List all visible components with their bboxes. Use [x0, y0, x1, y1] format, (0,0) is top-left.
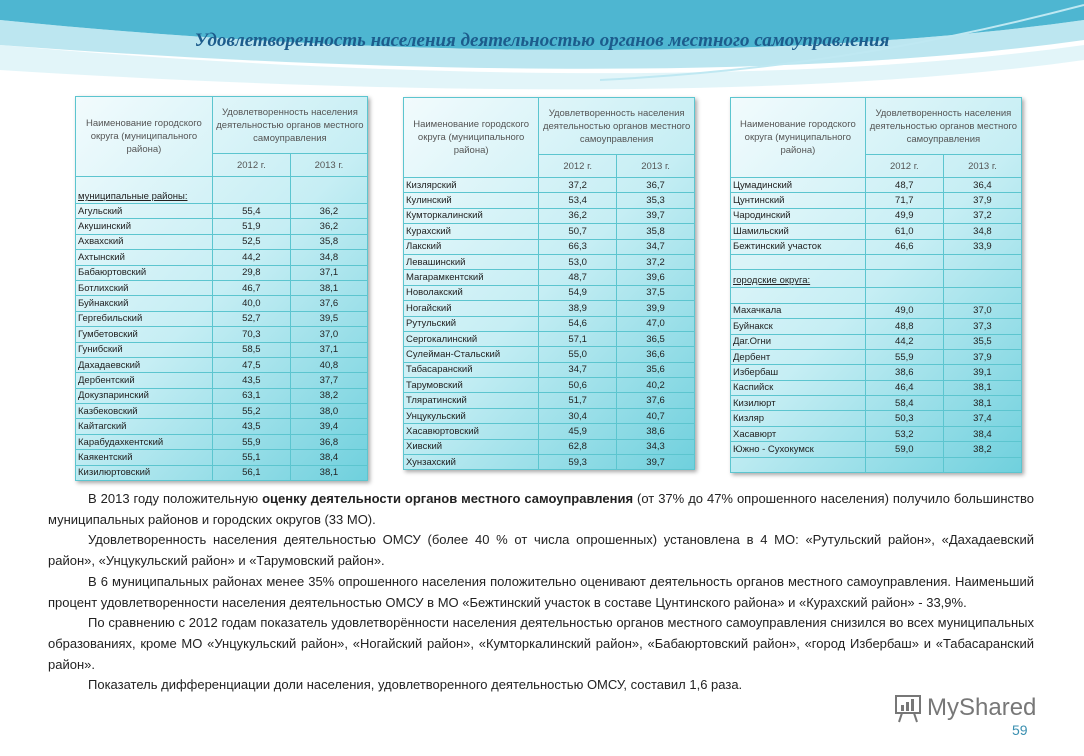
row-label: Избербаш	[731, 365, 866, 380]
table-row	[731, 319, 1022, 334]
value-2012: 43,5	[212, 373, 290, 388]
value-2012: 44,2	[865, 334, 943, 349]
table-row	[731, 270, 1022, 288]
value-2013: 37,5	[617, 285, 695, 300]
presentation-board-icon	[893, 693, 923, 723]
table-row	[76, 204, 368, 219]
value-2012: 63,1	[212, 388, 290, 403]
p1-start: В 2013 году положительную	[88, 491, 263, 506]
table-row	[731, 396, 1022, 411]
value-2012: 51,9	[212, 219, 290, 234]
row-label: Карабудахкентский	[76, 434, 213, 449]
value-2013: 38,1	[290, 280, 367, 295]
table-row	[404, 378, 695, 393]
value-2012: 52,7	[212, 311, 290, 326]
table-row	[731, 411, 1022, 426]
table-row	[731, 193, 1022, 208]
value-2013: 39,1	[943, 365, 1021, 380]
value-2013	[943, 288, 1021, 303]
watermark-text: MyShared	[927, 694, 1037, 721]
table-row	[404, 301, 695, 316]
header-2013: 2013 г.	[290, 154, 367, 177]
table-row	[404, 408, 695, 423]
value-2013: 37,7	[290, 373, 367, 388]
value-2013: 33,9	[943, 239, 1021, 254]
row-label: Хунзахский	[404, 455, 539, 470]
value-2012: 55,9	[865, 349, 943, 364]
value-2013: 38,2	[943, 442, 1021, 457]
value-2012: 30,4	[539, 408, 617, 423]
table-row	[76, 450, 368, 465]
paragraph-4: По сравнению с 2012 годам показатель удовлетворённости населения деятельностью органов местного самоуправления снизился во всех муниципальных образованиях, кроме МО «Унцукульский район», «Ногайский район», «Кумторкалинский район», «Бабаюртовский район», «город Избербаш» и «Табасаранский район».	[48, 615, 1034, 672]
value-2013: 36,4	[943, 178, 1021, 193]
value-2012: 55,2	[212, 404, 290, 419]
row-label: Хивский	[404, 439, 539, 454]
value-2013: 47,0	[617, 316, 695, 331]
value-2013: 36,2	[290, 204, 367, 219]
table-row	[731, 303, 1022, 318]
value-2013	[943, 270, 1021, 288]
value-2013: 35,8	[617, 224, 695, 239]
paragraph-3: В 6 муниципальных районах менее 35% опрошенного населения положительно оценивают деятельность органов местного самоуправления. Наименьший процент удовлетворенности населения деятельностью ОМСУ в МО «Бежтинский участок в составе Цунтинского района» и «Курахский район» - 33,9%.	[48, 573, 1034, 610]
table-row	[404, 393, 695, 408]
header-2012: 2012 г.	[539, 155, 617, 178]
table-row	[731, 178, 1022, 193]
value-2012: 51,7	[539, 393, 617, 408]
value-2012	[865, 288, 943, 303]
value-2013: 38,4	[290, 450, 367, 465]
value-2012: 52,5	[212, 234, 290, 249]
row-label: Дахадаевский	[76, 357, 213, 372]
table-row	[76, 327, 368, 342]
row-label: Буйнакск	[731, 319, 866, 334]
row-label: Гергебильский	[76, 311, 213, 326]
table-row	[731, 334, 1022, 349]
value-2013: 36,6	[617, 347, 695, 362]
row-label: Ахтынский	[76, 250, 213, 265]
value-2012: 70,3	[212, 327, 290, 342]
value-2013: 39,6	[617, 270, 695, 285]
table-row	[76, 419, 368, 434]
value-2012	[865, 270, 943, 288]
value-2013: 40,7	[617, 408, 695, 423]
row-label: Кайтагский	[76, 419, 213, 434]
value-2012: 61,0	[865, 224, 943, 239]
table-row	[731, 457, 1022, 472]
row-label: Даг.Огни	[731, 334, 866, 349]
table-row	[731, 365, 1022, 380]
value-2013: 36,2	[290, 219, 367, 234]
value-2013	[943, 457, 1021, 472]
value-2012: 40,0	[212, 296, 290, 311]
header-2012: 2012 г.	[212, 154, 290, 177]
value-2013: 34,8	[290, 250, 367, 265]
table-row	[76, 234, 368, 249]
table-row	[404, 239, 695, 254]
row-label	[731, 457, 866, 472]
row-label: Гумбетовский	[76, 327, 213, 342]
value-2012: 46,7	[212, 280, 290, 295]
value-2012: 37,2	[539, 178, 617, 193]
header-name: Наименование городского округа (муниципального района)	[76, 97, 213, 177]
value-2013: 40,2	[617, 378, 695, 393]
value-2012: 50,7	[539, 224, 617, 239]
row-label: Новолакский	[404, 285, 539, 300]
value-2013: 38,1	[290, 465, 367, 480]
table-row	[731, 254, 1022, 269]
row-label: Цунтинский	[731, 193, 866, 208]
row-label: Буйнакский	[76, 296, 213, 311]
value-2013: 39,4	[290, 419, 367, 434]
table-row	[404, 316, 695, 331]
value-2013: 37,9	[943, 193, 1021, 208]
value-2013: 36,7	[617, 178, 695, 193]
row-label: Левашинский	[404, 254, 539, 269]
row-label: Каспийск	[731, 380, 866, 395]
value-2012: 45,9	[539, 424, 617, 439]
paragraph-1	[48, 489, 1034, 530]
row-label: Магарамкентский	[404, 270, 539, 285]
page-number: 59	[1012, 722, 1028, 738]
row-label: Докузпаринский	[76, 388, 213, 403]
value-2013: 35,8	[290, 234, 367, 249]
table-row	[76, 388, 368, 403]
table-row	[731, 208, 1022, 223]
paragraph-5: Показатель дифференциации доли населения, удовлетворенного деятельностью ОМСУ, составил 1,6 раза.	[88, 677, 743, 693]
table-row	[76, 219, 368, 234]
value-2012: 29,8	[212, 265, 290, 280]
value-2013: 39,9	[617, 301, 695, 316]
table-row	[404, 193, 695, 208]
table-row	[76, 357, 368, 372]
row-label: Унцукульский	[404, 408, 539, 423]
value-2012	[865, 254, 943, 269]
row-label	[731, 254, 866, 269]
value-2013: 34,7	[617, 239, 695, 254]
value-2012: 36,2	[539, 208, 617, 223]
row-label: Кизляр	[731, 411, 866, 426]
section-label: муниципальные районы:	[76, 177, 213, 204]
value-2013: 35,6	[617, 362, 695, 377]
summary-text	[48, 489, 1034, 696]
row-label: Ахвахский	[76, 234, 213, 249]
row-label: Гунибский	[76, 342, 213, 357]
table-row	[404, 362, 695, 377]
value-2013	[943, 254, 1021, 269]
table-row	[404, 254, 695, 269]
table-row	[731, 288, 1022, 303]
satisfaction-table-1	[75, 96, 368, 481]
value-2012: 50,3	[865, 411, 943, 426]
row-label: Агульский	[76, 204, 213, 219]
value-2013: 35,5	[943, 334, 1021, 349]
decorative-swoosh-background	[0, 0, 1084, 110]
value-2013: 38,2	[290, 388, 367, 403]
header-2013: 2013 г.	[617, 155, 695, 178]
value-2012: 44,2	[212, 250, 290, 265]
value-2012	[865, 457, 943, 472]
value-2012: 46,6	[865, 239, 943, 254]
row-label: Кумторкалинский	[404, 208, 539, 223]
value-2013: 39,5	[290, 311, 367, 326]
value-2012: 48,7	[865, 178, 943, 193]
value-2013: 37,9	[943, 349, 1021, 364]
row-label: Ногайский	[404, 301, 539, 316]
table-row	[404, 270, 695, 285]
row-label	[731, 288, 866, 303]
header-satisfaction: Удовлетворенность населения деятельностью органов местного самоуправления	[865, 98, 1021, 155]
value-2012: 57,1	[539, 331, 617, 346]
value-2013: 37,6	[617, 393, 695, 408]
row-label: Бабаюртовский	[76, 265, 213, 280]
table-row	[731, 380, 1022, 395]
value-2013: 37,0	[290, 327, 367, 342]
table-row	[76, 434, 368, 449]
row-label: Курахский	[404, 224, 539, 239]
header-name: Наименование городского округа (муниципального района)	[404, 98, 539, 178]
table-row	[404, 455, 695, 470]
row-label: Махачкала	[731, 303, 866, 318]
value-2013: 35,3	[617, 193, 695, 208]
row-label: Лакский	[404, 239, 539, 254]
satisfaction-table-2	[403, 97, 695, 470]
row-label: Сулейман-Стальский	[404, 347, 539, 362]
value-2013: 39,7	[617, 455, 695, 470]
value-2012: 62,8	[539, 439, 617, 454]
value-2013: 37,4	[943, 411, 1021, 426]
value-2012: 55,9	[212, 434, 290, 449]
value-2012: 58,5	[212, 342, 290, 357]
value-2012: 53,0	[539, 254, 617, 269]
value-2012: 54,9	[539, 285, 617, 300]
value-2012: 46,4	[865, 380, 943, 395]
row-label: Дербентский	[76, 373, 213, 388]
value-2012: 47,5	[212, 357, 290, 372]
value-2012: 38,6	[865, 365, 943, 380]
table-row	[404, 331, 695, 346]
table-row	[404, 178, 695, 193]
value-2013: 34,3	[617, 439, 695, 454]
row-label: Хасавюртовский	[404, 424, 539, 439]
section-label: городские округа:	[731, 270, 866, 288]
table-row	[731, 224, 1022, 239]
table-row	[404, 224, 695, 239]
value-2012: 59,0	[865, 442, 943, 457]
table-row	[731, 349, 1022, 364]
p1-bold: оценку деятельности органов местного самоуправления	[262, 491, 634, 506]
p1-end: (от 37% до 47% опрошенного населения) получило большинство муниципальных районов и городских округов (33 МО).	[48, 491, 1034, 527]
table-row	[76, 404, 368, 419]
value-2012: 48,8	[865, 319, 943, 334]
value-2013: 36,8	[290, 434, 367, 449]
value-2012: 50,6	[539, 378, 617, 393]
value-2013: 34,8	[943, 224, 1021, 239]
value-2013: 40,8	[290, 357, 367, 372]
row-label: Табасаранский	[404, 362, 539, 377]
table-row	[76, 342, 368, 357]
value-2013: 36,5	[617, 331, 695, 346]
value-2012: 48,7	[539, 270, 617, 285]
value-2012: 34,7	[539, 362, 617, 377]
table-row	[404, 285, 695, 300]
value-2012: 55,0	[539, 347, 617, 362]
header-satisfaction: Удовлетворенность населения деятельностью органов местного самоуправления	[539, 98, 695, 155]
value-2013: 37,1	[290, 342, 367, 357]
table-row	[76, 296, 368, 311]
row-label: Бежтинский участок	[731, 239, 866, 254]
value-2012: 54,6	[539, 316, 617, 331]
row-label: Южно - Сухокумск	[731, 442, 866, 457]
table-row	[731, 239, 1022, 254]
value-2013: 38,0	[290, 404, 367, 419]
table-row	[404, 347, 695, 362]
row-label: Сергокалинский	[404, 331, 539, 346]
value-2013: 37,6	[290, 296, 367, 311]
row-label: Тляратинский	[404, 393, 539, 408]
value-2012: 55,4	[212, 204, 290, 219]
value-2013: 39,7	[617, 208, 695, 223]
value-2012: 49,0	[865, 303, 943, 318]
row-label: Шамильский	[731, 224, 866, 239]
value-2012: 71,7	[865, 193, 943, 208]
value-2012: 43,5	[212, 419, 290, 434]
value-2013: 37,1	[290, 265, 367, 280]
paragraph-2: Удовлетворенность населения деятельностью ОМСУ (более 40 % от числа опрошенных) установлена в 4 МО: «Рутульский район», «Дахадаевский район», «Унцукульский район» и «Тарумовский район».	[48, 532, 1034, 569]
row-label: Казбековский	[76, 404, 213, 419]
value-2013	[290, 177, 367, 204]
value-2012: 53,4	[539, 193, 617, 208]
table-row	[76, 311, 368, 326]
row-label: Цумадинский	[731, 178, 866, 193]
header-satisfaction: Удовлетворенность населения деятельностью органов местного самоуправления	[212, 97, 367, 154]
value-2012: 66,3	[539, 239, 617, 254]
value-2012: 53,2	[865, 426, 943, 441]
table-row	[76, 280, 368, 295]
value-2012	[212, 177, 290, 204]
header-2013: 2013 г.	[943, 155, 1021, 178]
table-row	[76, 265, 368, 280]
row-label: Тарумовский	[404, 378, 539, 393]
value-2012: 49,9	[865, 208, 943, 223]
row-label: Кизилюртовский	[76, 465, 213, 480]
value-2013: 37,2	[617, 254, 695, 269]
row-label: Кулинский	[404, 193, 539, 208]
table-row	[404, 208, 695, 223]
table-row	[731, 426, 1022, 441]
row-label: Ботлихский	[76, 280, 213, 295]
table-row	[76, 465, 368, 480]
row-label: Чародинский	[731, 208, 866, 223]
row-label: Кизилюрт	[731, 396, 866, 411]
satisfaction-table-3	[730, 97, 1022, 473]
header-2012: 2012 г.	[865, 155, 943, 178]
value-2013: 37,0	[943, 303, 1021, 318]
table-row	[76, 373, 368, 388]
header-name: Наименование городского округа (муниципального района)	[731, 98, 866, 178]
row-label: Кизлярский	[404, 178, 539, 193]
row-label: Акушинский	[76, 219, 213, 234]
watermark-logo	[893, 693, 1036, 723]
table-row	[76, 250, 368, 265]
page-title: Удовлетворенность населения деятельностью органов местного самоуправления	[194, 30, 890, 51]
row-label: Рутульский	[404, 316, 539, 331]
row-label: Хасавюрт	[731, 426, 866, 441]
value-2013: 37,3	[943, 319, 1021, 334]
row-label: Дербент	[731, 349, 866, 364]
table-row	[731, 442, 1022, 457]
value-2013: 38,4	[943, 426, 1021, 441]
value-2012: 55,1	[212, 450, 290, 465]
value-2012: 38,9	[539, 301, 617, 316]
row-label: Каякентский	[76, 450, 213, 465]
value-2013: 38,1	[943, 396, 1021, 411]
value-2013: 37,2	[943, 208, 1021, 223]
table-row	[404, 424, 695, 439]
value-2013: 38,6	[617, 424, 695, 439]
value-2012: 59,3	[539, 455, 617, 470]
value-2012: 58,4	[865, 396, 943, 411]
value-2013: 38,1	[943, 380, 1021, 395]
table-row	[76, 177, 368, 204]
value-2012: 56,1	[212, 465, 290, 480]
table-row	[404, 439, 695, 454]
